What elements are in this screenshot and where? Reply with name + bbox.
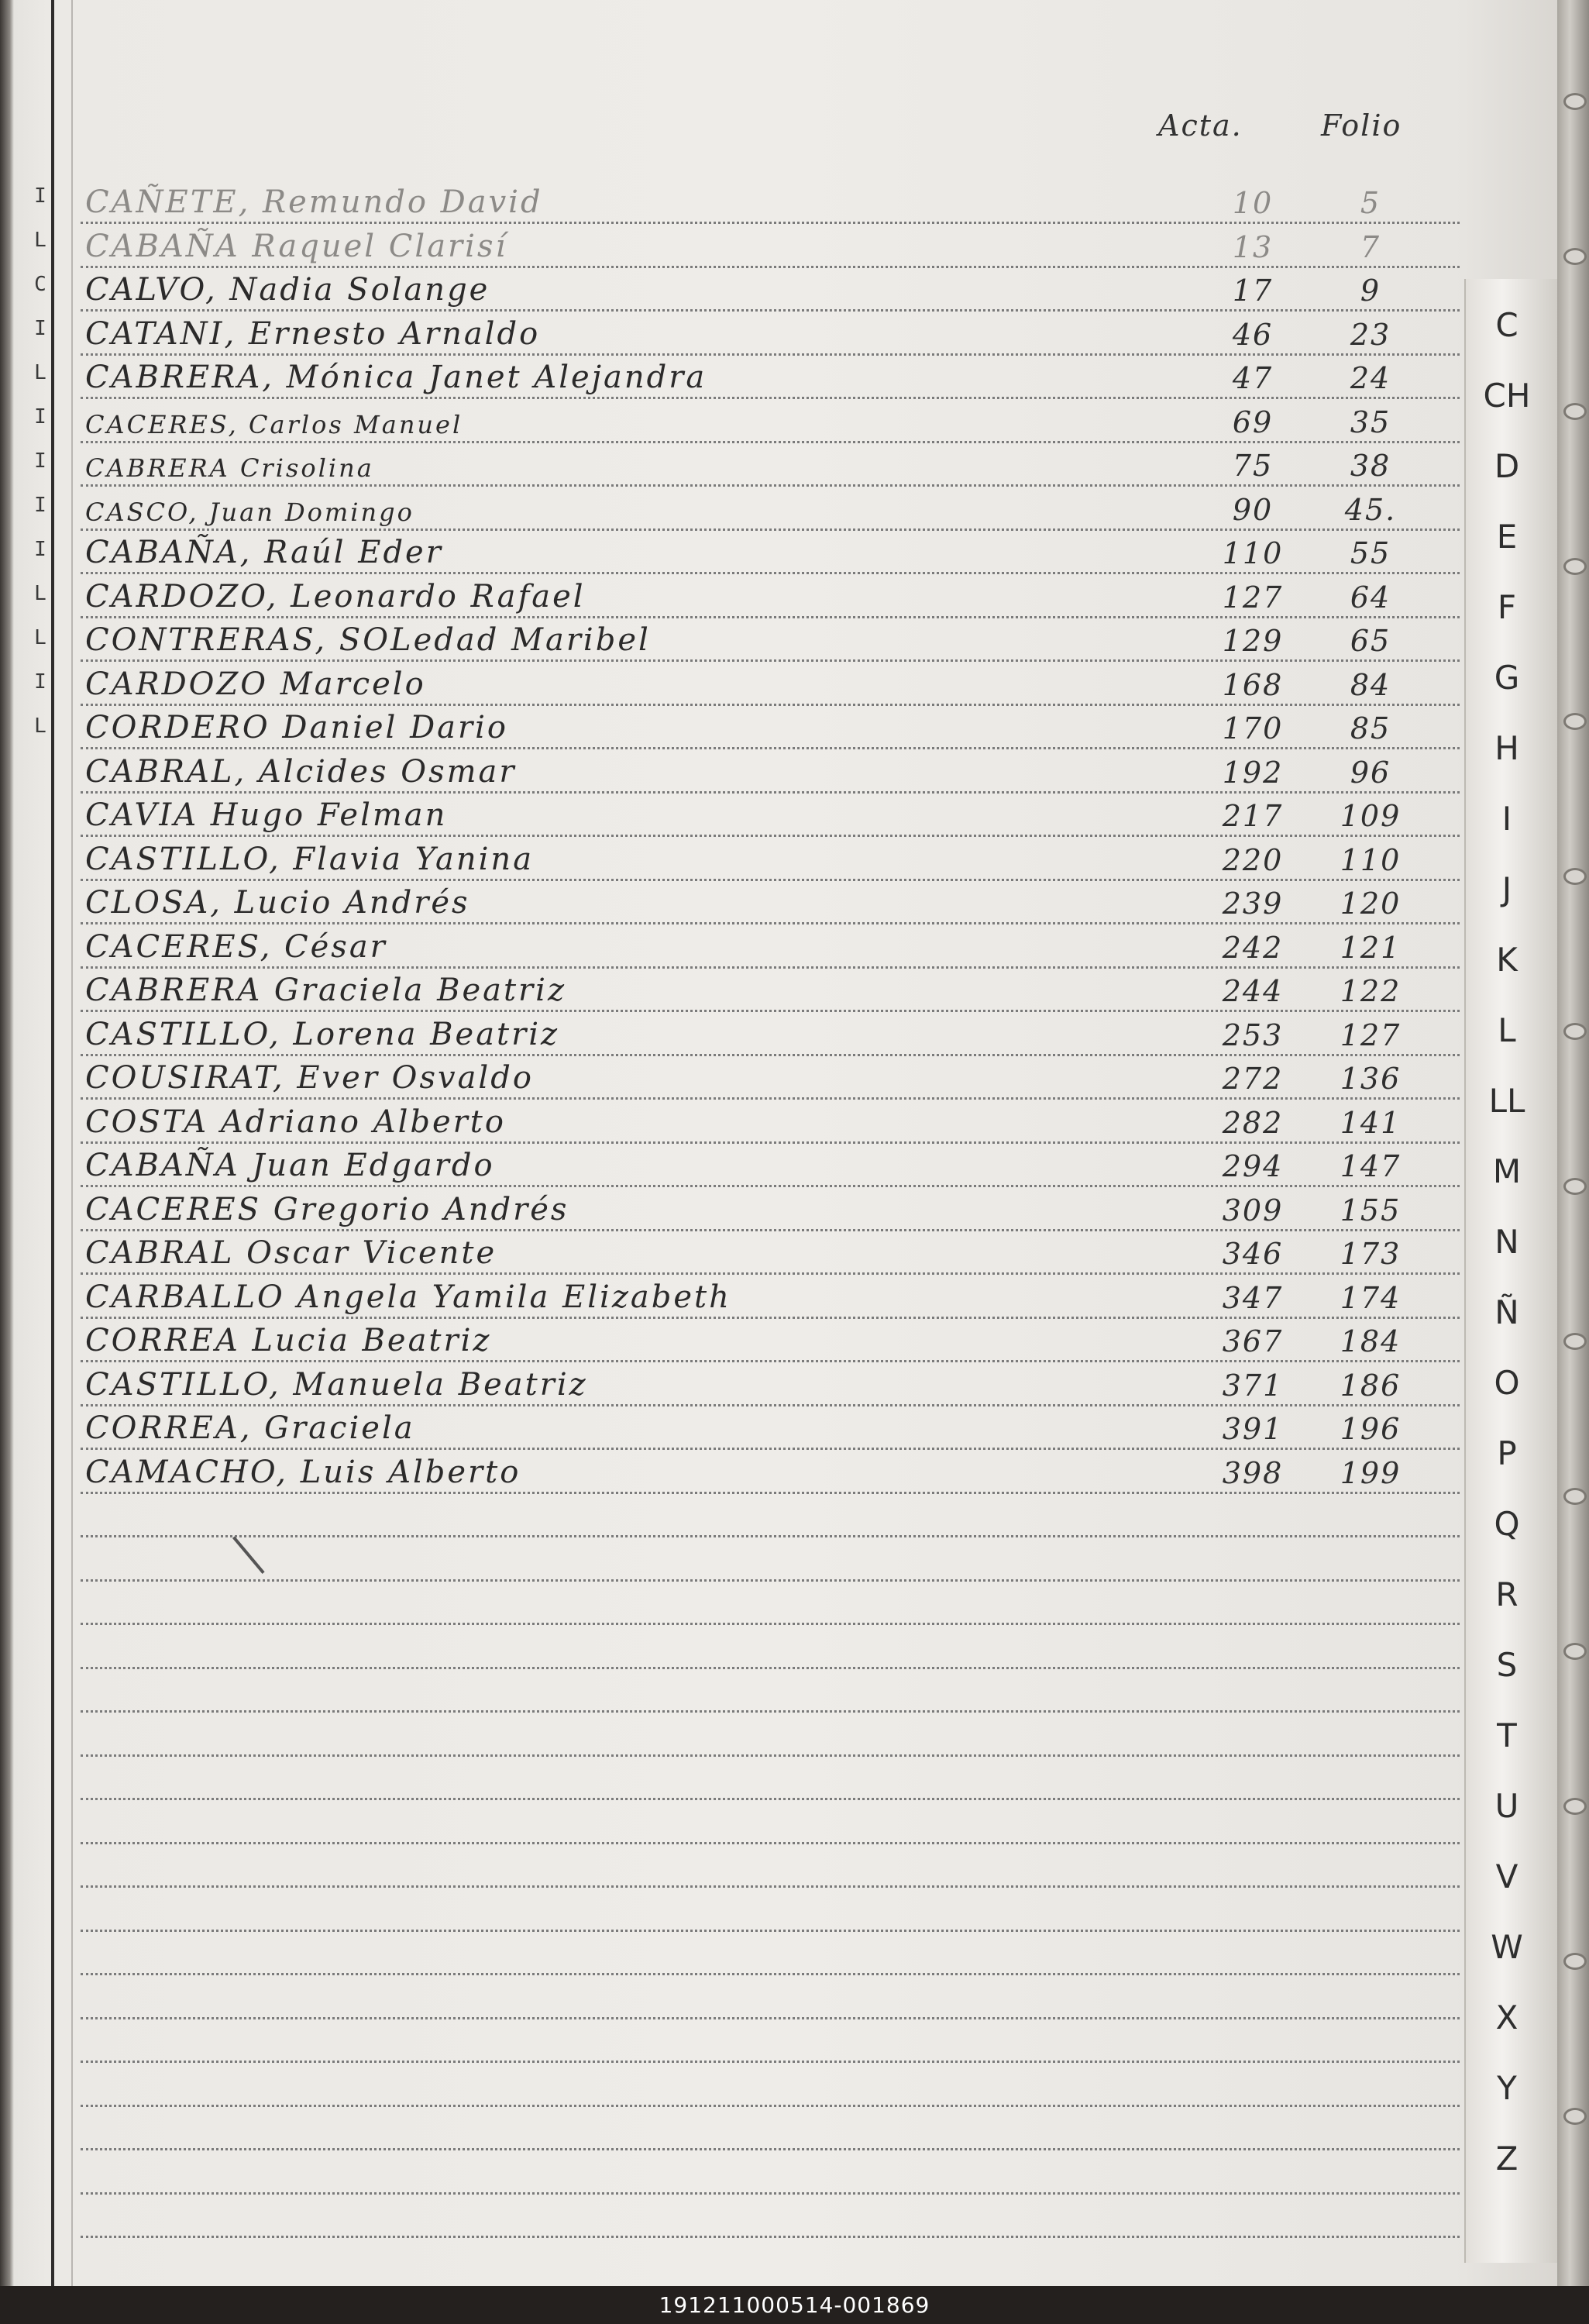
empty-row [81, 1623, 1460, 1669]
table-row [81, 1229, 1460, 1275]
entry-name: CARBALLO Angela Yamila Elizabeth [85, 1279, 731, 1315]
entry-acta: 47 [1232, 361, 1274, 395]
table-row [81, 485, 1460, 531]
index-tab[interactable]: Q [1494, 1505, 1520, 1543]
entry-folio: 155 [1340, 1193, 1402, 1227]
empty-row [81, 1842, 1460, 1888]
margin-mark: L [34, 714, 46, 738]
empty-row [81, 2192, 1460, 2238]
entry-folio: 38 [1350, 449, 1391, 483]
empty-row [81, 1579, 1460, 1625]
table-row [81, 660, 1460, 706]
entry-acta: 75 [1232, 449, 1274, 483]
table-row [81, 1186, 1460, 1231]
table-row [81, 1141, 1460, 1187]
table-row [81, 1273, 1460, 1319]
entry-name: CARDOZO, Leonardo Rafael [85, 578, 586, 615]
index-tab[interactable]: Ñ [1494, 1293, 1519, 1331]
index-tab[interactable]: I [1501, 800, 1512, 838]
table-row [81, 573, 1460, 618]
entry-name: CORDERO Daniel Dario [85, 710, 508, 745]
entry-folio: 141 [1340, 1105, 1402, 1140]
entry-acta: 346 [1222, 1237, 1284, 1271]
binder-ring [1563, 403, 1587, 420]
entry-acta: 391 [1222, 1412, 1284, 1446]
entry-acta: 242 [1222, 930, 1284, 965]
table-row [81, 835, 1460, 881]
binder-ring [1563, 1488, 1587, 1505]
entry-acta: 10 [1232, 186, 1274, 220]
entry-name: CORREA, Graciela [85, 1410, 415, 1446]
index-tab[interactable]: Y [1497, 2069, 1517, 2107]
index-tab[interactable]: U [1494, 1787, 1519, 1825]
margin-mark: I [34, 449, 46, 473]
entry-acta: 69 [1232, 405, 1274, 439]
index-tab[interactable]: K [1496, 941, 1518, 979]
entry-acta: 371 [1222, 1368, 1284, 1403]
index-tab[interactable]: T [1497, 1716, 1517, 1754]
entry-acta: 367 [1222, 1324, 1284, 1358]
margin-mark: L [34, 626, 46, 649]
binder-ring [1563, 93, 1587, 110]
entry-name: CAMACHO, Luis Alberto [85, 1454, 521, 1490]
entry-name: COSTA Adriano Alberto [85, 1103, 506, 1140]
entry-name: CABAÑA Juan Edgardo [85, 1148, 495, 1183]
empty-row [81, 1974, 1460, 2019]
table-row [81, 398, 1460, 443]
entry-name: CASCO, Juan Domingo [85, 497, 414, 527]
entry-name: CASTILLO, Lorena Beatriz [85, 1016, 560, 1052]
binder-ring [1563, 2108, 1587, 2125]
entry-name: CAVIA Hugo Felman [85, 797, 448, 833]
entry-acta: 347 [1222, 1280, 1284, 1315]
binder-ring [1563, 1798, 1587, 1815]
entry-acta: 239 [1222, 887, 1284, 921]
entry-acta: 90 [1232, 492, 1274, 527]
table-row [81, 222, 1460, 268]
table-row [81, 879, 1460, 924]
empty-row [81, 1930, 1460, 1975]
margin-mark: I [34, 184, 46, 208]
index-tab[interactable]: M [1492, 1152, 1522, 1190]
entry-folio: 45. [1344, 492, 1397, 527]
entry-acta: 192 [1222, 755, 1284, 790]
entry-acta: 309 [1222, 1193, 1284, 1227]
entry-name: CATANI, Ernesto Arnaldo [85, 315, 541, 352]
table-row [81, 1098, 1460, 1144]
entry-acta: 398 [1222, 1455, 1284, 1490]
entry-acta: 282 [1222, 1105, 1284, 1140]
entry-folio: 35 [1350, 405, 1391, 439]
entry-name: CABRAL Oscar Vicente [85, 1235, 497, 1271]
entry-folio: 147 [1340, 1149, 1402, 1183]
entry-name: CABRERA, Mónica Janet Alejandra [85, 360, 707, 395]
entry-acta: 253 [1222, 1017, 1284, 1052]
index-tab[interactable]: E [1496, 518, 1518, 556]
table-row [81, 1054, 1460, 1100]
entry-folio: 127 [1340, 1017, 1402, 1052]
entry-folio: 122 [1340, 974, 1402, 1008]
table-row [81, 1361, 1460, 1406]
index-tab[interactable]: X [1495, 1999, 1518, 2037]
entry-folio: 186 [1340, 1368, 1402, 1403]
entry-name: CALVO, Nadia Solange [85, 272, 490, 308]
margin-mark: I [34, 538, 46, 561]
entry-name: CORREA Lucia Beatriz [85, 1323, 492, 1358]
margin-mark: L [34, 229, 46, 252]
index-tab[interactable]: Z [1495, 2140, 1518, 2178]
empty-row [81, 1667, 1460, 1713]
folio-column-header: Folio [1321, 108, 1402, 143]
entry-name: CABRAL, Alcides Osmar [85, 753, 517, 790]
margin-rule [51, 0, 54, 2286]
table-row [81, 266, 1460, 312]
entry-name: CACERES, Carlos Manuel [85, 409, 463, 439]
entry-folio: 136 [1340, 1062, 1402, 1096]
entry-folio: 65 [1350, 624, 1391, 658]
entry-acta: 129 [1222, 624, 1284, 658]
entry-acta: 168 [1222, 667, 1284, 702]
binder-ring [1563, 1178, 1587, 1195]
page-edge-shadow [0, 0, 14, 2286]
entry-acta: 110 [1222, 536, 1284, 570]
empty-row [81, 1711, 1460, 1757]
table-row [81, 441, 1460, 487]
entry-acta: 217 [1222, 799, 1284, 833]
binder-ring [1563, 558, 1587, 575]
entry-acta: 13 [1232, 229, 1274, 264]
margin-mark: L [34, 361, 46, 384]
empty-row [81, 2061, 1460, 2107]
entry-name: CACERES Gregorio Andrés [85, 1191, 569, 1227]
table-row [81, 966, 1460, 1012]
binder-ring [1563, 1333, 1587, 1350]
binder-ring [1563, 248, 1587, 265]
entry-folio: 64 [1350, 580, 1391, 615]
entry-name: CABRERA Graciela Beatriz [85, 973, 567, 1008]
entry-folio: 5 [1360, 186, 1381, 220]
binder-ring [1563, 868, 1587, 885]
empty-row [81, 1799, 1460, 1844]
table-row [81, 310, 1460, 356]
margin-rule-inner [71, 0, 73, 2286]
index-tab[interactable]: C [1495, 306, 1518, 344]
entry-name: CARDOZO Marcelo [85, 666, 426, 702]
empty-row [81, 1536, 1460, 1582]
table-row [81, 353, 1460, 399]
index-tab[interactable]: G [1494, 659, 1520, 697]
entry-folio: 199 [1340, 1455, 1402, 1490]
entry-folio: 109 [1340, 799, 1402, 833]
entry-name: CASTILLO, Flavia Yanina [85, 841, 535, 877]
index-tab[interactable]: P [1497, 1434, 1517, 1472]
index-tab[interactable]: LL [1488, 1082, 1525, 1120]
entry-folio: 184 [1340, 1324, 1402, 1358]
margin-mark: I [34, 494, 46, 517]
table-row [81, 1317, 1460, 1362]
margin-mark: I [34, 405, 46, 429]
entry-folio: 121 [1340, 930, 1402, 965]
entry-acta: 170 [1222, 711, 1284, 745]
entry-folio: 84 [1350, 667, 1391, 702]
entry-acta: 294 [1222, 1149, 1284, 1183]
index-tab[interactable]: CH [1483, 377, 1531, 415]
table-row [81, 1448, 1460, 1494]
margin-mark: I [34, 670, 46, 694]
table-row [81, 748, 1460, 794]
table-row [81, 1404, 1460, 1450]
index-tab[interactable]: S [1496, 1646, 1518, 1684]
entry-name: COUSIRAT, Ever Osvaldo [85, 1060, 534, 1096]
binder-ring [1563, 1953, 1587, 1970]
entry-acta: 127 [1222, 580, 1284, 615]
empty-row [81, 2017, 1460, 2063]
entry-folio: 196 [1340, 1412, 1402, 1446]
binder-spine [1557, 0, 1589, 2286]
entry-folio: 24 [1350, 361, 1391, 395]
entry-name: CASTILLO, Manuela Beatriz [85, 1366, 588, 1403]
empty-row [81, 1492, 1460, 1537]
entry-folio: 120 [1340, 887, 1402, 921]
entry-acta: 46 [1232, 317, 1274, 352]
entry-folio: 55 [1350, 536, 1391, 570]
entry-acta: 220 [1222, 842, 1284, 877]
margin-mark: C [34, 273, 46, 296]
empty-row [81, 2105, 1460, 2150]
index-tab[interactable]: V [1495, 1857, 1518, 1895]
index-tab[interactable]: N [1494, 1223, 1519, 1261]
entry-acta: 272 [1222, 1062, 1284, 1096]
acta-column-header: Acta. [1158, 108, 1243, 143]
entry-name: CLOSA, Lucio Andrés [85, 885, 470, 921]
empty-row [81, 2149, 1460, 2195]
entry-name: CABAÑA, Raúl Eder [85, 535, 443, 570]
entry-acta: 17 [1232, 274, 1274, 308]
margin-mark: L [34, 582, 46, 605]
table-row [81, 178, 1460, 224]
binder-ring [1563, 1643, 1587, 1660]
binder-ring [1563, 713, 1587, 730]
empty-row [81, 1754, 1460, 1800]
entry-folio: 173 [1340, 1237, 1402, 1271]
index-tab[interactable]: R [1495, 1575, 1518, 1613]
entry-name: CABAÑA Raquel Clarisí [85, 228, 508, 264]
margin-mark: I [34, 317, 46, 340]
entry-name: CABRERA Crisolina [85, 453, 374, 483]
binder-ring [1563, 1023, 1587, 1040]
table-row [81, 791, 1460, 837]
entry-folio: 23 [1350, 317, 1391, 352]
table-row [81, 704, 1460, 749]
image-id-footer: 191211000514-001869 [0, 2286, 1589, 2324]
entry-name: CACERES, César [85, 928, 387, 965]
table-row [81, 923, 1460, 969]
empty-row [81, 1886, 1460, 1932]
index-tab[interactable]: W [1491, 1928, 1523, 1966]
table-row [81, 528, 1460, 574]
entry-name: CONTRERAS, SOLedad Maribel [85, 622, 651, 658]
entry-folio: 174 [1340, 1280, 1402, 1315]
entry-acta: 244 [1222, 974, 1284, 1008]
entry-folio: 96 [1350, 755, 1391, 790]
table-row [81, 1011, 1460, 1056]
index-tab[interactable]: L [1498, 1011, 1516, 1049]
entry-name: CAÑETE, Remundo David [85, 184, 543, 220]
table-row [81, 616, 1460, 662]
entry-folio: 7 [1360, 229, 1381, 264]
entry-folio: 85 [1350, 711, 1391, 745]
index-tab[interactable]: F [1497, 588, 1517, 626]
index-tab[interactable]: O [1494, 1364, 1520, 1402]
index-tab[interactable]: J [1501, 870, 1512, 908]
entry-folio: 9 [1360, 274, 1381, 308]
index-tab[interactable]: H [1494, 729, 1519, 767]
index-tab[interactable]: D [1494, 447, 1520, 485]
entry-folio: 110 [1340, 842, 1402, 877]
